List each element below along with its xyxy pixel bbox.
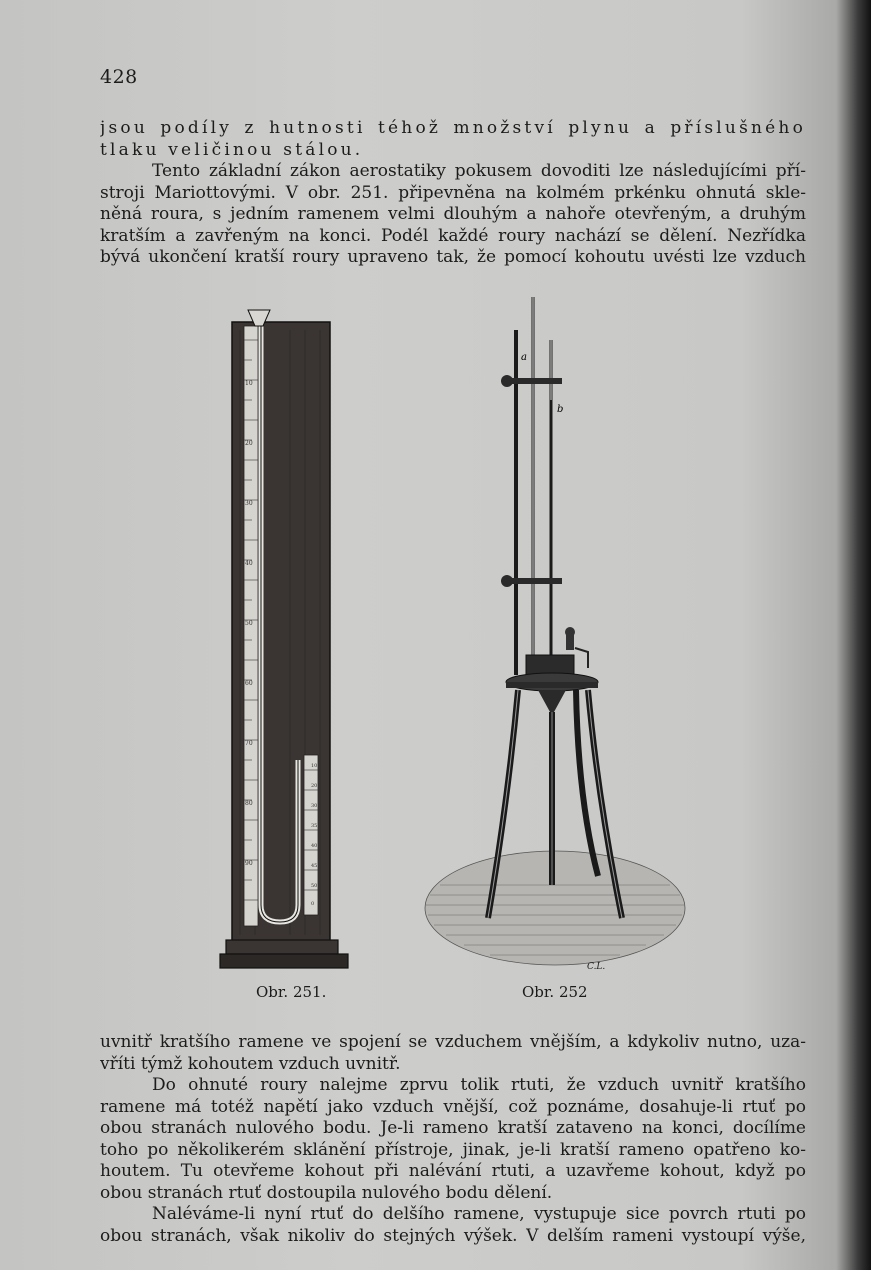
fig251-short-scale-label: 35 bbox=[311, 823, 318, 829]
fig251-illustration bbox=[220, 310, 348, 968]
text-line: ramene má totéž napětí jako vzduch vnější, což poznáme, dosahuje-li rtuť po bbox=[100, 1096, 806, 1117]
text-line: uvnitř kratšího ramene ve spojení se vzduchem vnějším, a kdykoliv nutno, uza- bbox=[100, 1032, 806, 1052]
fig251-short-scale-label: 20 bbox=[311, 783, 318, 789]
page-number: 428 bbox=[100, 66, 138, 88]
fig251-short-scale-label: 45 bbox=[311, 863, 318, 869]
text-line: stroji Mariottovými. V obr. 251. připevněna na kolmém prkénku ohnutá skle- bbox=[100, 182, 806, 203]
fig251-caption: Obr. 251. bbox=[256, 983, 327, 1001]
fig251-scale-label: 30 bbox=[245, 500, 253, 507]
text-line: jsou podíly z hutnosti téhož množství plynu a příslušného bbox=[100, 118, 806, 138]
fig252-label-a: a bbox=[521, 352, 527, 363]
bottom-paragraph bbox=[100, 1032, 806, 1247]
fig251-scale-label: 70 bbox=[245, 740, 253, 747]
fig252-caption: Obr. 252 bbox=[522, 983, 588, 1001]
text-line: obou stranách rtuť dostoupila nulového bodu dělení. bbox=[100, 1182, 553, 1203]
text-line: Do ohnuté roury nalejme zprvu tolik rtuti, že vzduch uvnitř kratšího bbox=[152, 1075, 806, 1095]
text-line: tlaku veličinou stálou. bbox=[100, 139, 364, 160]
fig251-scale-label: 40 bbox=[245, 560, 253, 567]
text-line: Naléváme-li nyní rtuť do delšího ramene, vystupuje sice povrch rtuti po bbox=[152, 1204, 806, 1224]
fig251-short-scale-label: 30 bbox=[311, 803, 318, 809]
fig251-scale-label: 60 bbox=[245, 680, 253, 687]
fig252-signature: C.L. bbox=[587, 962, 606, 972]
fig251-scale-label: 50 bbox=[245, 620, 253, 627]
fig251-short-scale-label: 10 bbox=[311, 763, 318, 769]
fig251-scale-label: 20 bbox=[245, 440, 253, 447]
text-line: Tento základní zákon aerostatiky pokusem dovoditi lze následujícími pří- bbox=[152, 161, 806, 181]
text-line: vříti týmž kohoutem vzduch uvnitř. bbox=[100, 1053, 401, 1074]
fig251-short-scale-label: 50 bbox=[311, 883, 318, 889]
fig251-scale-label: 90 bbox=[245, 860, 253, 867]
text-line: kratším a zavřeným na konci. Podél každé roury nachází se dělení. Nezřídka bbox=[100, 225, 806, 246]
text-line: toho po několikerém sklánění přístroje, jinak, je-li kratší rameno opatřeno ko- bbox=[100, 1139, 806, 1160]
text-line: obou stranách, však nikoliv do stejných výšek. V delším rameni vystoupí výše, bbox=[100, 1225, 806, 1246]
fig251-short-scale-label: 0 bbox=[311, 901, 315, 907]
text-line: obou stranách nulového bodu. Je-li rameno kratší zataveno na konci, docílíme bbox=[100, 1118, 806, 1138]
text-line: bývá ukončení kratší roury upraveno tak, že pomocí kohoutu uvésti lze vzduch bbox=[100, 247, 806, 267]
text-line: houtem. Tu otevřeme kohout při nalévání rtuti, a uzavřeme kohout, když po bbox=[100, 1161, 806, 1181]
fig251-short-scale-label: 40 bbox=[311, 843, 318, 849]
fig251-scale-label: 10 bbox=[245, 380, 253, 387]
fig252-illustration bbox=[425, 297, 685, 965]
fig252-label-b: b bbox=[557, 404, 564, 415]
text-line: něná roura, s jedním ramenem velmi dlouhým a nahoře otevřeným, a druhým bbox=[100, 204, 806, 224]
fig251-scale-label: 80 bbox=[245, 800, 253, 807]
